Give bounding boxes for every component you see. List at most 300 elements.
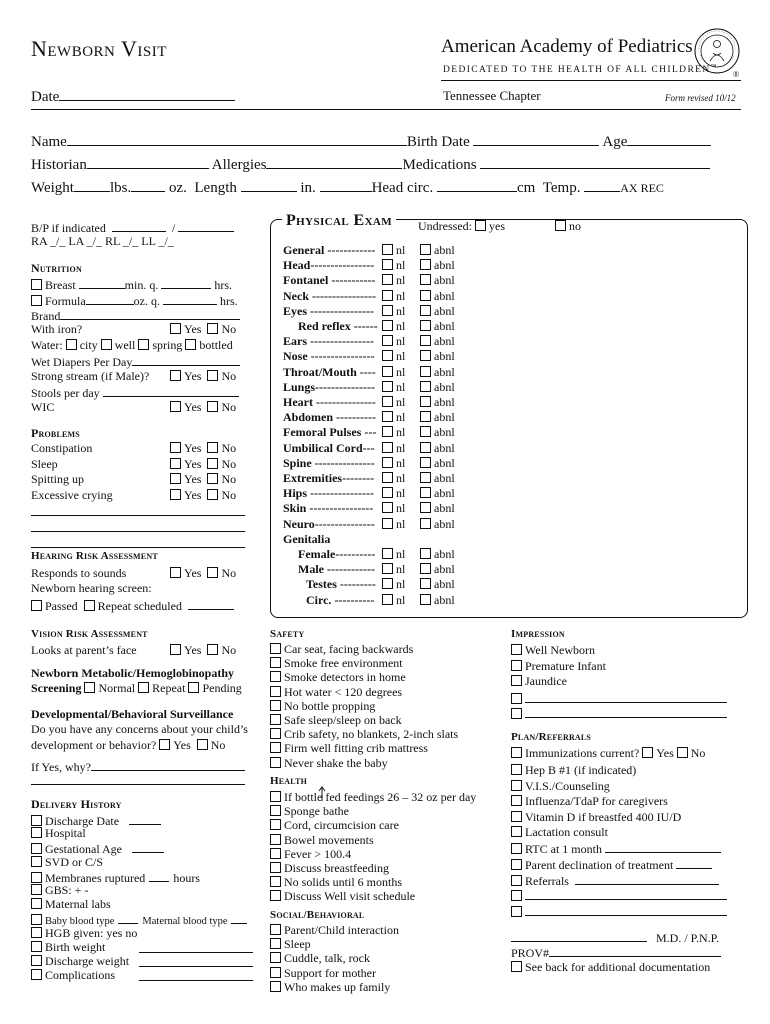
normal-checkbox[interactable] bbox=[84, 682, 95, 693]
problem-constipation-options bbox=[170, 441, 236, 456]
nl-label: nl bbox=[396, 334, 406, 349]
pe-label-text: Heart bbox=[283, 395, 313, 409]
looks-yes-checkbox[interactable] bbox=[170, 644, 181, 655]
impression-blank-checkbox[interactable] bbox=[511, 693, 522, 704]
pe-nl-7 bbox=[382, 349, 405, 364]
pe-abnl-checkbox[interactable] bbox=[420, 335, 431, 346]
problems-line-1[interactable] bbox=[31, 515, 245, 516]
yes-label: Yes bbox=[173, 738, 191, 752]
influenza-row bbox=[511, 794, 668, 809]
pulses-field[interactable]: RA _/_ LA _/_ RL _/_ LL _/_ bbox=[31, 234, 174, 248]
social-item-checkbox[interactable] bbox=[270, 967, 281, 978]
pe-abnl-4 bbox=[420, 304, 455, 319]
passed-checkbox[interactable] bbox=[31, 600, 42, 611]
looks-no-checkbox[interactable] bbox=[207, 644, 218, 655]
pe-label-10 bbox=[283, 395, 376, 410]
pe-nl-checkbox[interactable] bbox=[382, 442, 393, 453]
demographics-row-2 bbox=[31, 154, 710, 174]
pe-nl-checkbox[interactable] bbox=[382, 244, 393, 255]
abnl-label: abnl bbox=[434, 577, 455, 592]
constipation-no-checkbox[interactable] bbox=[207, 442, 218, 453]
pe-nl-checkbox[interactable] bbox=[382, 305, 393, 316]
delivery-baby_blood-checkbox[interactable] bbox=[31, 914, 42, 925]
immunizations-label: Immunizations current? bbox=[525, 746, 640, 760]
health-item-label: Cord, circumcision care bbox=[284, 818, 399, 833]
pe-abnl-checkbox[interactable] bbox=[420, 305, 431, 316]
responds-options bbox=[170, 566, 236, 581]
pe-label-dash: ----------- bbox=[328, 273, 376, 288]
referrals-input[interactable] bbox=[575, 872, 719, 885]
pe-label-text: Femoral Pulses bbox=[283, 425, 362, 440]
safety-item-label: Hot water < 120 degrees bbox=[284, 684, 403, 699]
undressed-yes-checkbox[interactable] bbox=[475, 220, 486, 231]
pe-nl-checkbox[interactable] bbox=[382, 350, 393, 361]
health-item-label: Bowel movements bbox=[284, 832, 374, 847]
parent-decl-checkbox[interactable] bbox=[511, 859, 522, 870]
pe-abnl-checkbox[interactable] bbox=[420, 366, 431, 377]
pe-abnl-checkbox[interactable] bbox=[420, 457, 431, 468]
impression-blank-input[interactable] bbox=[525, 705, 727, 718]
header-rule bbox=[441, 80, 741, 81]
delivery-svd-checkbox[interactable] bbox=[31, 856, 42, 867]
brand-input[interactable] bbox=[60, 307, 240, 320]
wic-options bbox=[170, 400, 236, 415]
pe-abnl-checkbox[interactable] bbox=[420, 381, 431, 392]
no-label: No bbox=[221, 369, 237, 383]
nl-label: nl bbox=[396, 592, 406, 607]
social-item-label: Parent/Child interaction bbox=[284, 923, 399, 937]
repeat-checkbox[interactable] bbox=[84, 600, 95, 611]
pe-abnl-checkbox[interactable] bbox=[420, 350, 431, 361]
age-input[interactable] bbox=[627, 131, 711, 146]
allergies-input[interactable] bbox=[266, 154, 402, 169]
spitting-no-checkbox[interactable] bbox=[207, 473, 218, 484]
dev-no-checkbox[interactable] bbox=[197, 739, 208, 750]
delivery-birth_weight-checkbox[interactable] bbox=[31, 941, 42, 952]
length-input-2[interactable] bbox=[320, 177, 372, 192]
delivery-membranes-label: Membranes ruptured bbox=[45, 870, 146, 885]
pe-nl-checkbox[interactable] bbox=[382, 290, 393, 301]
pe-label-dash: ------------ bbox=[324, 243, 376, 257]
formula-oz-input[interactable] bbox=[86, 292, 134, 305]
pe-abnl-checkbox[interactable] bbox=[420, 274, 431, 285]
pe-label-text: General bbox=[283, 243, 325, 257]
pe-label-text: Fontanel bbox=[283, 273, 329, 288]
safety-item-checkbox[interactable] bbox=[270, 657, 281, 668]
pe-label-1 bbox=[283, 258, 374, 273]
social-item-label: Sleep bbox=[284, 937, 311, 952]
pe-abnl-checkbox[interactable] bbox=[420, 320, 431, 331]
social-item-checkbox[interactable] bbox=[270, 981, 281, 992]
responds-yes-checkbox[interactable] bbox=[170, 567, 181, 578]
pe-nl-checkbox[interactable] bbox=[382, 411, 393, 422]
pe-nl-checkbox[interactable] bbox=[382, 518, 393, 529]
pe-nl-checkbox[interactable] bbox=[382, 426, 393, 437]
safety-item-6 bbox=[270, 727, 458, 742]
pe-abnl-checkbox[interactable] bbox=[420, 502, 431, 513]
delivery-discharge_weight-input[interactable] bbox=[139, 954, 253, 967]
health-item-7 bbox=[270, 889, 415, 904]
pe-abnl-checkbox[interactable] bbox=[420, 472, 431, 483]
social-item-checkbox[interactable] bbox=[270, 952, 281, 963]
weight-lbs-input[interactable] bbox=[74, 177, 110, 192]
pe-nl-checkbox[interactable] bbox=[382, 502, 393, 513]
repeat-date-input[interactable] bbox=[188, 597, 234, 610]
pe-abnl-12 bbox=[420, 425, 455, 440]
crying-yes-checkbox[interactable] bbox=[170, 489, 181, 500]
delivery-gbs-label: GBS: + - bbox=[45, 883, 89, 897]
immunizations-no-checkbox[interactable] bbox=[677, 747, 688, 758]
pe-nl-2 bbox=[382, 273, 405, 288]
delivery-maternal_labs-label: Maternal labs bbox=[45, 897, 111, 912]
bp-diastolic-input[interactable] bbox=[178, 219, 234, 232]
bp-label: B/P if indicated bbox=[31, 221, 106, 235]
delivery-heading: Delivery History bbox=[31, 797, 122, 811]
health-item-checkbox[interactable] bbox=[270, 819, 281, 830]
pe-nl-13 bbox=[382, 441, 405, 456]
safety-item-checkbox[interactable] bbox=[270, 686, 281, 697]
pe-label-text: Neuro bbox=[283, 516, 315, 531]
city-checkbox[interactable] bbox=[66, 339, 77, 350]
parent-decl-input[interactable] bbox=[676, 856, 712, 869]
pe-abnl-checkbox[interactable] bbox=[420, 426, 431, 437]
abnl-label: abnl bbox=[434, 243, 455, 257]
impression-item-label: Well Newborn bbox=[525, 643, 596, 657]
crying-no-checkbox[interactable] bbox=[207, 489, 218, 500]
delivery-discharge_date-checkbox[interactable] bbox=[31, 815, 42, 826]
health-item-checkbox[interactable] bbox=[270, 890, 281, 901]
nl-label: nl bbox=[396, 273, 406, 288]
spitting-yes-checkbox[interactable] bbox=[170, 473, 181, 484]
yes-label: Yes bbox=[184, 566, 202, 580]
pe-label-dash: --------------- bbox=[314, 516, 375, 531]
safety-item-checkbox[interactable] bbox=[270, 728, 281, 739]
baby-blood-input[interactable] bbox=[118, 911, 138, 924]
delivery-discharge_weight-label: Discharge weight bbox=[45, 954, 130, 968]
abnl-label: abnl bbox=[434, 516, 455, 531]
social-item-4 bbox=[270, 980, 390, 995]
wic-no-checkbox[interactable] bbox=[207, 401, 218, 412]
length-label: Length bbox=[194, 180, 237, 196]
social-item-checkbox[interactable] bbox=[270, 924, 281, 935]
length-input[interactable] bbox=[241, 177, 297, 192]
pe-abnl-checkbox[interactable] bbox=[420, 487, 431, 498]
pe-abnl-checkbox[interactable] bbox=[420, 578, 431, 589]
pe-label-dash: ---------------- bbox=[309, 288, 376, 303]
breast-min-input[interactable] bbox=[79, 276, 125, 289]
abnl-label: abnl bbox=[434, 410, 455, 425]
hepb-checkbox[interactable] bbox=[511, 764, 522, 775]
name-input[interactable] bbox=[67, 131, 407, 146]
pe-label-text: Neck bbox=[283, 288, 309, 303]
brand-label: Brand bbox=[31, 309, 61, 323]
safety-item-label: Firm well fitting crib mattress bbox=[284, 741, 428, 756]
date-input[interactable] bbox=[59, 86, 235, 101]
formula-checkbox[interactable] bbox=[31, 295, 42, 306]
pe-nl-checkbox[interactable] bbox=[382, 548, 393, 559]
problems-line-3[interactable] bbox=[31, 547, 245, 548]
delivery-svd-label: SVD or C/S bbox=[45, 854, 104, 869]
nl-label: nl bbox=[396, 410, 406, 425]
impression-item-checkbox[interactable] bbox=[511, 675, 522, 686]
bp-systolic-input[interactable] bbox=[112, 219, 166, 232]
pe-label-dash: ---------- bbox=[331, 592, 375, 607]
delivery-discharge_date-label: Discharge Date bbox=[45, 814, 120, 828]
delivery-maternal_labs-checkbox[interactable] bbox=[31, 898, 42, 909]
pe-nl-checkbox[interactable] bbox=[382, 457, 393, 468]
pe-label-text: Umbilical Cord bbox=[283, 440, 363, 455]
pe-abnl-8 bbox=[420, 365, 455, 380]
impression-item-checkbox[interactable] bbox=[511, 644, 522, 655]
undressed-no-checkbox[interactable] bbox=[555, 220, 566, 231]
pe-nl-checkbox[interactable] bbox=[382, 320, 393, 331]
birth-date-input[interactable] bbox=[473, 131, 599, 146]
impression-blank-checkbox[interactable] bbox=[511, 708, 522, 719]
if-yes-label: If Yes, why? bbox=[31, 760, 91, 774]
vitd-checkbox[interactable] bbox=[511, 811, 522, 822]
pe-label-text: Head bbox=[283, 258, 311, 273]
pe-nl-checkbox[interactable] bbox=[382, 578, 393, 589]
pe-nl-16 bbox=[382, 486, 405, 501]
head-circ-label: Head circ. bbox=[371, 180, 434, 196]
screening-label: Screening bbox=[31, 681, 82, 695]
well-label: well bbox=[114, 338, 136, 352]
yes-label: Yes bbox=[184, 488, 202, 502]
immunizations-checkbox[interactable] bbox=[511, 747, 522, 758]
problems-heading: Problems bbox=[31, 426, 80, 440]
rtc-input[interactable] bbox=[605, 840, 721, 853]
problem-constipation-label: Constipation bbox=[31, 441, 93, 455]
pe-nl-checkbox[interactable] bbox=[382, 366, 393, 377]
safety-item-checkbox[interactable] bbox=[270, 757, 281, 768]
pe-abnl-checkbox[interactable] bbox=[420, 259, 431, 270]
pe-nl-5 bbox=[382, 319, 405, 334]
delivery-discharge_date-input[interactable] bbox=[129, 812, 161, 825]
pe-label-dash: ---------- bbox=[335, 547, 376, 561]
health-item-checkbox[interactable] bbox=[270, 805, 281, 816]
pe-nl-20 bbox=[382, 547, 405, 562]
delivery-gest_age-input[interactable] bbox=[132, 840, 164, 853]
delivery-complications-checkbox[interactable] bbox=[31, 969, 42, 980]
pe-nl-checkbox[interactable] bbox=[382, 274, 393, 285]
pe-label-text: Circ. bbox=[306, 592, 332, 607]
strong-stream-yes-checkbox[interactable] bbox=[170, 370, 181, 381]
pe-abnl-21 bbox=[420, 562, 455, 577]
well-checkbox[interactable] bbox=[101, 339, 112, 350]
vis-checkbox[interactable] bbox=[511, 780, 522, 791]
impression-item-checkbox[interactable] bbox=[511, 660, 522, 671]
safety-item-checkbox[interactable] bbox=[270, 714, 281, 725]
safety-item-label: Car seat, facing backwards bbox=[284, 642, 414, 656]
sleep-yes-checkbox[interactable] bbox=[170, 458, 181, 469]
delivery-gest_age-checkbox[interactable] bbox=[31, 843, 42, 854]
stools-input[interactable] bbox=[103, 384, 239, 397]
pe-label-dash: -------- bbox=[342, 471, 375, 485]
wet-diapers-label: Wet Diapers Per Day bbox=[31, 355, 133, 369]
health-item-checkbox[interactable] bbox=[270, 791, 281, 802]
social-item-checkbox[interactable] bbox=[270, 938, 281, 949]
spring-checkbox[interactable] bbox=[138, 339, 149, 350]
pe-abnl-checkbox[interactable] bbox=[420, 442, 431, 453]
delivery-baby_blood-label: Baby blood type bbox=[45, 916, 115, 928]
breast-checkbox[interactable] bbox=[31, 279, 42, 290]
sleep-no-checkbox[interactable] bbox=[207, 458, 218, 469]
hours-label: hours bbox=[173, 870, 200, 885]
referrals-checkbox[interactable] bbox=[511, 875, 522, 886]
yes-label: Yes bbox=[656, 746, 674, 760]
wic-yes-checkbox[interactable] bbox=[170, 401, 181, 412]
pe-nl-checkbox[interactable] bbox=[382, 472, 393, 483]
health-heading: Health bbox=[270, 775, 308, 787]
impression-blank-input[interactable] bbox=[525, 690, 727, 703]
health-item-checkbox[interactable] bbox=[270, 848, 281, 859]
temp-input[interactable] bbox=[584, 177, 620, 192]
rtc-checkbox[interactable] bbox=[511, 843, 522, 854]
with-iron-no-checkbox[interactable] bbox=[207, 323, 218, 334]
pe-abnl-checkbox[interactable] bbox=[420, 244, 431, 255]
delivery-gbs-checkbox[interactable] bbox=[31, 884, 42, 895]
pe-abnl-checkbox[interactable] bbox=[420, 548, 431, 559]
bottled-checkbox[interactable] bbox=[185, 339, 196, 350]
nl-label: nl bbox=[396, 440, 406, 455]
maternal-blood-label: Maternal blood type bbox=[142, 916, 228, 928]
pe-abnl-checkbox[interactable] bbox=[420, 396, 431, 407]
pe-abnl-0 bbox=[420, 243, 455, 258]
pe-genitalia-label: Genitalia bbox=[283, 531, 331, 546]
delivery-discharge_weight-checkbox[interactable] bbox=[31, 955, 42, 966]
plan-blank-2-input[interactable] bbox=[525, 903, 727, 916]
safety-item-label: No bottle propping bbox=[284, 698, 376, 713]
hepb-label: Hep B #1 (if indicated) bbox=[525, 763, 637, 777]
pe-label-12 bbox=[283, 425, 376, 440]
pe-label-text: Lungs bbox=[283, 379, 316, 394]
delivery-hospital-checkbox[interactable] bbox=[31, 827, 42, 838]
pe-nl-checkbox[interactable] bbox=[382, 335, 393, 346]
pe-nl-checkbox[interactable] bbox=[382, 396, 393, 407]
medications-label: Medications bbox=[402, 157, 477, 173]
lactation-label: Lactation consult bbox=[525, 825, 608, 839]
bp-slash: / bbox=[171, 221, 176, 235]
influenza-checkbox[interactable] bbox=[511, 795, 522, 806]
if-yes-line-2[interactable] bbox=[31, 784, 245, 785]
problem-spitting-label: Spitting up bbox=[31, 472, 85, 486]
pe-abnl-checkbox[interactable] bbox=[420, 563, 431, 574]
safety-item-checkbox[interactable] bbox=[270, 700, 281, 711]
pe-label-3 bbox=[283, 289, 376, 304]
abnl-label: abnl bbox=[434, 319, 455, 333]
see-back-checkbox[interactable] bbox=[511, 961, 522, 972]
pe-nl-14 bbox=[382, 456, 405, 471]
plan-blank-1-checkbox[interactable] bbox=[511, 890, 522, 901]
health-item-label: No solids until 6 months bbox=[284, 875, 403, 890]
delivery-birth_weight-input[interactable] bbox=[139, 940, 253, 953]
if-yes-input[interactable] bbox=[91, 758, 245, 771]
pe-nl-checkbox[interactable] bbox=[382, 259, 393, 270]
safety-item-checkbox[interactable] bbox=[270, 643, 281, 654]
wet-diapers-input[interactable] bbox=[132, 353, 240, 366]
plan-blank-2-checkbox[interactable] bbox=[511, 906, 522, 917]
strong-stream-no-checkbox[interactable] bbox=[207, 370, 218, 381]
pe-abnl-checkbox[interactable] bbox=[420, 290, 431, 301]
abnl-label: abnl bbox=[434, 455, 455, 470]
health-item-checkbox[interactable] bbox=[270, 876, 281, 887]
impression-blank-1 bbox=[511, 705, 727, 722]
social-item-label: Cuddle, talk, rock bbox=[284, 951, 370, 966]
historian-input[interactable] bbox=[87, 154, 209, 169]
pe-nl-checkbox[interactable] bbox=[382, 487, 393, 498]
pe-abnl-checkbox[interactable] bbox=[420, 411, 431, 422]
pe-nl-checkbox[interactable] bbox=[382, 563, 393, 574]
nl-label: nl bbox=[396, 455, 406, 470]
md-input[interactable] bbox=[511, 929, 647, 942]
date-field[interactable] bbox=[31, 86, 235, 106]
hearing-heading: Hearing Risk Assessment bbox=[31, 550, 158, 562]
health-item-checkbox[interactable] bbox=[270, 862, 281, 873]
problems-line-2[interactable] bbox=[31, 531, 245, 532]
lactation-checkbox[interactable] bbox=[511, 826, 522, 837]
pe-nl-checkbox[interactable] bbox=[382, 594, 393, 605]
medications-input[interactable] bbox=[480, 154, 710, 169]
prov-input[interactable] bbox=[549, 944, 721, 957]
weight-oz-input[interactable] bbox=[131, 177, 165, 192]
responds-no-checkbox[interactable] bbox=[207, 567, 218, 578]
historian-label: Historian bbox=[31, 157, 87, 173]
strong-stream-options bbox=[170, 369, 236, 384]
pe-nl-8 bbox=[382, 365, 405, 380]
pe-nl-checkbox[interactable] bbox=[382, 381, 393, 392]
abnl-label: abnl bbox=[434, 486, 455, 501]
delivery-complications-input[interactable] bbox=[139, 968, 253, 981]
repeat-screen-label: Repeat bbox=[152, 681, 186, 695]
formula-hrs-input[interactable] bbox=[163, 292, 217, 305]
health-item-checkbox[interactable] bbox=[270, 834, 281, 845]
safety-item-label: Crib safety, no blankets, 2-inch slats bbox=[284, 727, 459, 742]
problem-sleep-options bbox=[170, 457, 236, 472]
stools-row bbox=[31, 384, 239, 401]
yes-label: yes bbox=[489, 219, 505, 233]
pe-abnl-checkbox[interactable] bbox=[420, 518, 431, 529]
health-item-label: Discuss Well visit schedule bbox=[284, 889, 416, 904]
pe-label-dash: --- bbox=[361, 425, 377, 440]
abnl-label: abnl bbox=[434, 303, 455, 318]
health-item-0 bbox=[270, 790, 476, 805]
plan-blank-1-input[interactable] bbox=[525, 887, 727, 900]
membranes-input[interactable] bbox=[149, 869, 169, 882]
strong-stream-label: Strong stream (if Male)? bbox=[31, 369, 150, 383]
delivery-hgb-checkbox[interactable] bbox=[31, 927, 42, 938]
pe-label-23 bbox=[306, 593, 374, 608]
safety-item-checkbox[interactable] bbox=[270, 742, 281, 753]
dev-question-1: Do you have any concerns about your child’s bbox=[31, 722, 248, 736]
immunizations-yes-checkbox[interactable] bbox=[642, 747, 653, 758]
pe-abnl-10 bbox=[420, 395, 455, 410]
breast-hrs-input[interactable] bbox=[161, 276, 211, 289]
safety-item-checkbox[interactable] bbox=[270, 671, 281, 682]
constipation-yes-checkbox[interactable] bbox=[170, 442, 181, 453]
repeat-screen-checkbox[interactable] bbox=[138, 682, 149, 693]
maternal-blood-input[interactable] bbox=[231, 911, 247, 924]
dev-yes-checkbox[interactable] bbox=[159, 739, 170, 750]
delivery-membranes-checkbox[interactable] bbox=[31, 872, 42, 883]
head-circ-input[interactable] bbox=[437, 177, 517, 192]
pe-abnl-checkbox[interactable] bbox=[420, 594, 431, 605]
vis-label: V.I.S./Counseling bbox=[525, 779, 610, 793]
with-iron-yes-checkbox[interactable] bbox=[170, 323, 181, 334]
hearing-screen-label: Newborn hearing screen: bbox=[31, 581, 152, 595]
dev-title: Developmental/Behavioral Surveillance bbox=[31, 707, 234, 721]
pending-checkbox[interactable] bbox=[188, 682, 199, 693]
min-q-label: min. q. bbox=[124, 278, 159, 292]
